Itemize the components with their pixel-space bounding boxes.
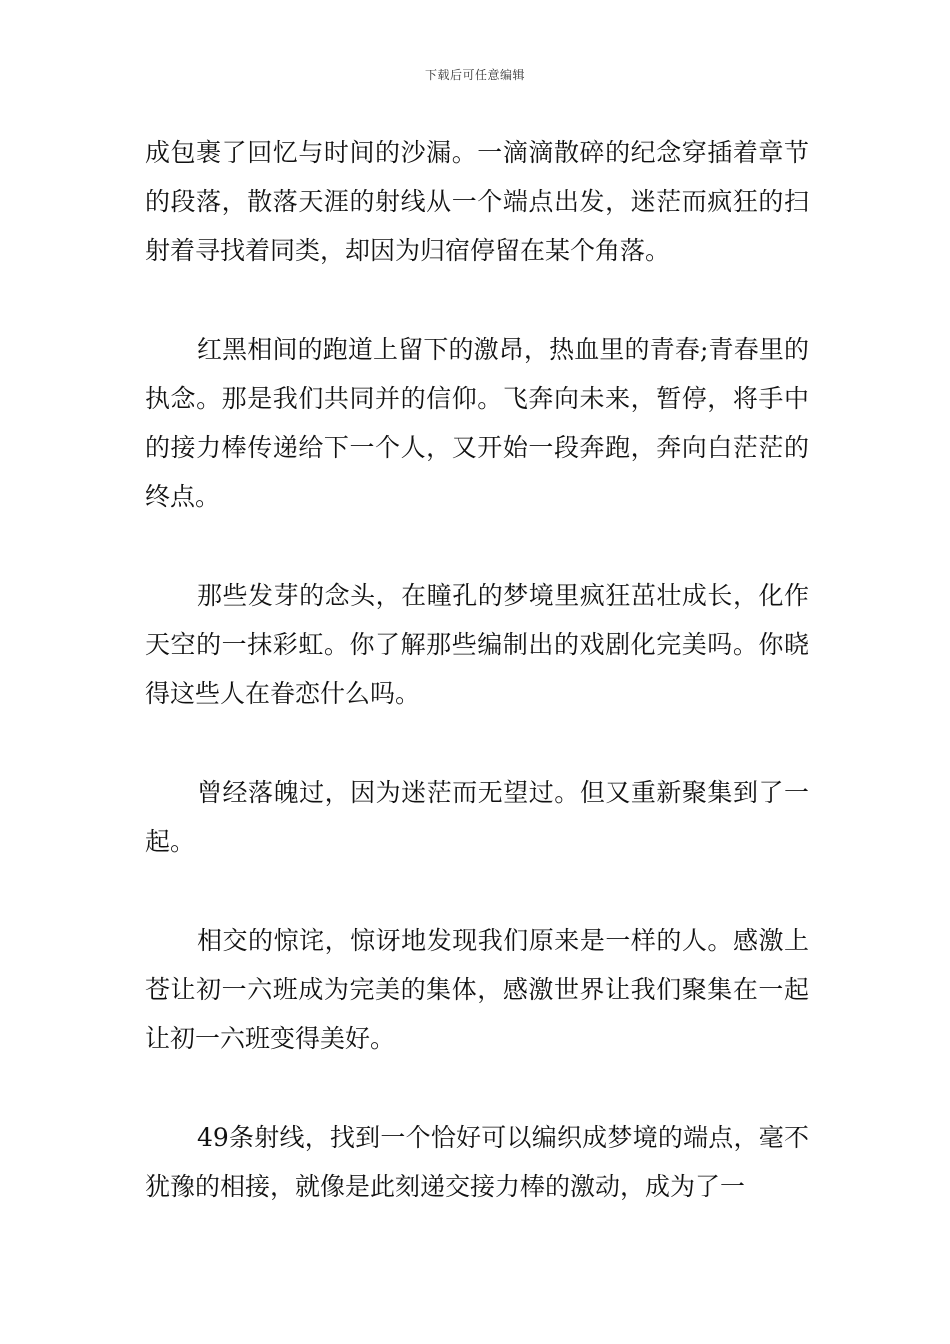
paragraph-4: 曾经落魄过，因为迷茫而无望过。但又重新聚集到了一起。 [145, 778, 809, 856]
paragraph-1: 成包裹了回忆与时间的沙漏。一滴滴散碎的纪念穿插着章节的段落，散落天涯的射线从一个端点出发，迷茫而疯狂的扫射着寻找着同类，却因为归宿停留在某个角落。 [145, 138, 809, 265]
paragraph-2: 红黑相间的跑道上留下的激昂，热血里的青春;青春里的执念。那是我们共同并的信仰。飞奔向未来，暂停，将手中的接力棒传递给下一个人，又开始一段奔跑，奔向白茫茫的终点。 [145, 335, 809, 511]
document-body [145, 128, 809, 1261]
paragraph-3: 那些发芽的念头，在瞳孔的梦境里疯狂茁壮成长，化作天空的一抹彩虹。你了解那些编制出的戏剧化完美吗。你晓得这些人在眷恋什么吗。 [145, 581, 809, 708]
paragraph-5: 相交的惊诧，惊讶地发现我们原来是一样的人。感激上苍让初一六班成为完美的集体，感激世界让我们聚集在一起让初一六班变得美好。 [145, 926, 809, 1053]
paragraph-6: 49条射线，找到一个恰好可以编织成梦境的端点，毫不犹豫的相接，就像是此刻递交接力棒的激动，成为了一 [145, 1123, 809, 1201]
header-note: 下载后可任意编辑 [424, 68, 525, 82]
